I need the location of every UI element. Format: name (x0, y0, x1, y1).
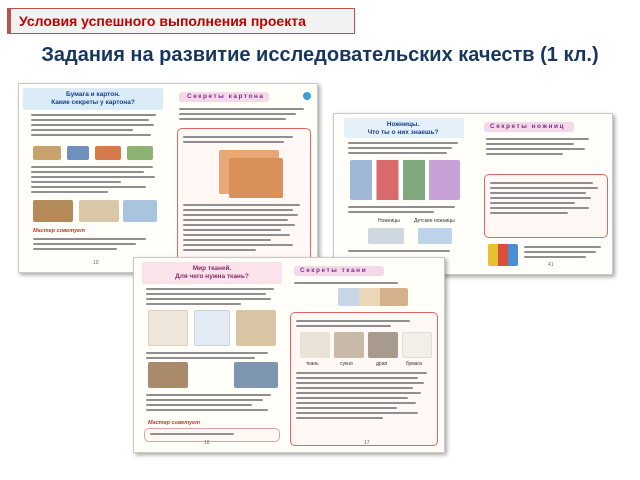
body-text (146, 352, 282, 362)
task-text (294, 282, 424, 287)
slide-header-title: Условия успешного выполнения проекта (19, 13, 306, 29)
master-tip-title: Мастер советует (148, 420, 200, 426)
fabric-label: ткань (306, 361, 319, 367)
topic-title: Мир тканей. Для чего нужна ткань? (175, 265, 249, 280)
fabric-swatch (368, 332, 398, 358)
scissors-image (368, 228, 404, 244)
fabric-image (148, 310, 188, 346)
fabric-label: бумага (406, 361, 422, 367)
body-text (348, 250, 464, 255)
master-tip-title: Мастер советует (33, 228, 85, 234)
fabric-label: драп (376, 361, 388, 367)
cardboard-image (229, 158, 283, 198)
body-text (348, 206, 464, 216)
stationery-image (67, 146, 89, 160)
fabric-label: сукно (340, 361, 353, 367)
textbook-page-fabric (133, 257, 445, 453)
craft-image (33, 200, 73, 222)
secrets-ribbon-label: Секреты ножниц (490, 123, 565, 130)
craft-image (123, 200, 157, 222)
research-text (296, 320, 428, 330)
topic-title: Ножницы. Что ты о них знаешь? (367, 121, 439, 136)
secrets-ribbon-label: Секреты картона (187, 93, 265, 100)
body-text (524, 246, 606, 261)
task-text (486, 138, 596, 158)
fabric-swatch (334, 332, 364, 358)
page-number: 10 (93, 260, 99, 266)
topic-title: Бумага и картон. Какие секреты у картона? (51, 91, 135, 106)
stationery-image (33, 146, 61, 160)
master-tip-text (33, 238, 153, 253)
shirt-image (194, 310, 230, 346)
question-marker (303, 92, 311, 100)
task-text (179, 108, 309, 123)
fabric-swatch (402, 332, 432, 358)
weaver-image (234, 362, 278, 388)
secrets-ribbon-label: Секреты ткани (300, 267, 368, 274)
research-questions (183, 204, 305, 254)
fabric-swatch (300, 332, 330, 358)
kids-scissors-label: Детские ножницы (414, 218, 455, 224)
textbook-page-scissors (333, 113, 613, 275)
page-number: 41 (548, 262, 554, 268)
tools-image (350, 160, 460, 200)
slide-title: Задания на развитие исследовательских качеств (1 кл.) (41, 44, 599, 66)
stationery-image (95, 146, 121, 160)
body-text (146, 288, 282, 308)
page-number: 16 (204, 440, 210, 446)
weaver-image (148, 362, 188, 388)
research-questions (296, 372, 432, 422)
slide-header (7, 8, 355, 34)
body-text (31, 114, 159, 139)
fabric-image (236, 310, 276, 346)
page-number: 17 (364, 440, 370, 446)
stationery-image (127, 146, 153, 160)
research-text (490, 182, 602, 217)
body-text (31, 166, 159, 196)
research-text (183, 136, 303, 146)
body-text (348, 142, 464, 157)
kids-scissors-image (418, 228, 452, 244)
pencils-image (488, 244, 518, 266)
body-text (146, 394, 282, 414)
craft-image (79, 200, 119, 222)
textbook-page-paper (18, 83, 318, 273)
master-tip-text (150, 433, 270, 438)
scissors-label: Ножницы (378, 218, 400, 224)
fabric-samples-image (338, 288, 408, 306)
